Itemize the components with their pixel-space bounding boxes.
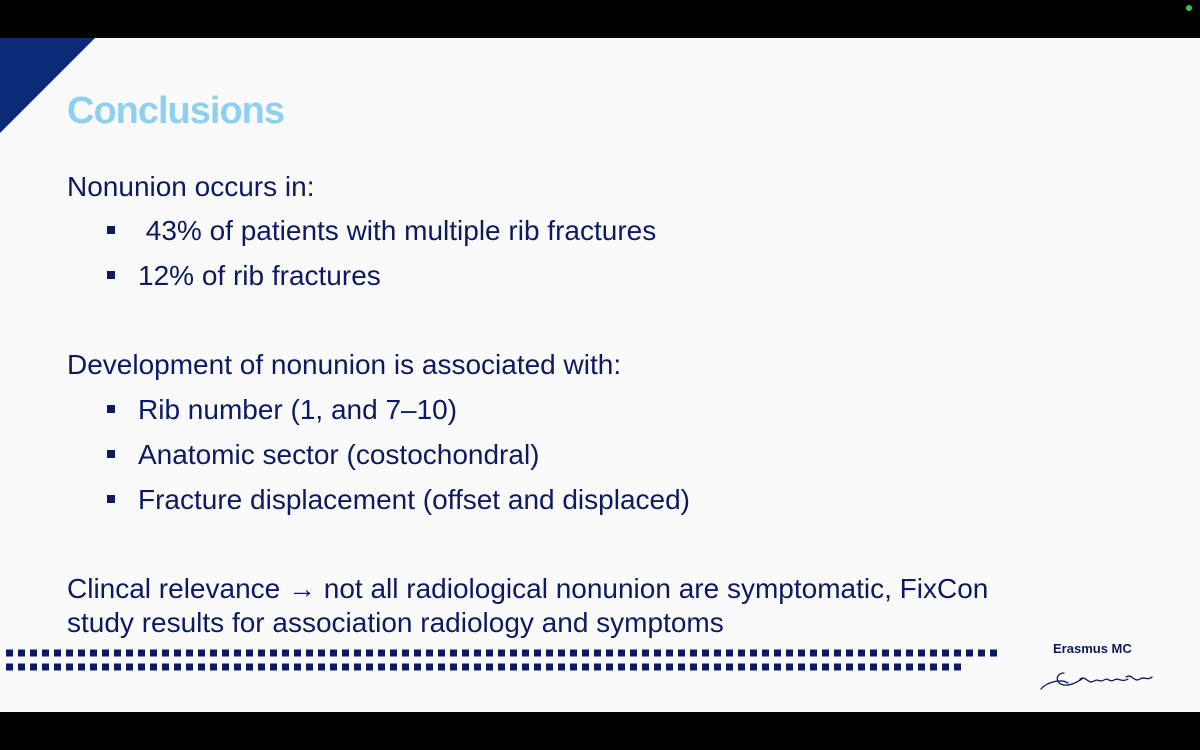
erasmus-mc-logo (1038, 639, 1158, 695)
bullet-item: Fracture displacement (offset and displaced) (107, 484, 690, 516)
bullet-square-icon (107, 495, 115, 503)
bullet-item: Rib number (1, and 7–10) (107, 394, 457, 426)
recording-indicator-icon (1186, 5, 1192, 11)
bullet-square-icon (107, 405, 115, 413)
bullet-square-icon (107, 271, 115, 279)
bullet-item: Anatomic sector (costochondral) (107, 439, 540, 471)
bullet-square-icon (107, 226, 115, 234)
top-black-bar (0, 0, 1200, 38)
logo-wordmark: Erasmus MC (1053, 641, 1132, 656)
dotted-rule-bottom (6, 663, 1006, 671)
bullet-square-icon (107, 450, 115, 458)
dotted-rule-top (6, 649, 1006, 657)
erasmus-signature-icon (1038, 659, 1158, 695)
section1-heading: Nonunion occurs in: (67, 171, 315, 202)
conclusion-line-2: study results for association radiology and symptoms (67, 607, 724, 638)
bullet-item: 12% of rib fractures (107, 260, 381, 292)
section2-heading: Development of nonunion is associated with: (67, 349, 622, 380)
bullet-item: 43% of patients with multiple rib fractures (107, 215, 656, 247)
conclusion-line-1: Clincal relevance → not all radiological nonunion are symptomatic, FixCon (67, 573, 989, 604)
bottom-black-bar (0, 712, 1200, 750)
presentation-slide (0, 38, 1200, 712)
slide-title: Conclusions (67, 90, 285, 132)
